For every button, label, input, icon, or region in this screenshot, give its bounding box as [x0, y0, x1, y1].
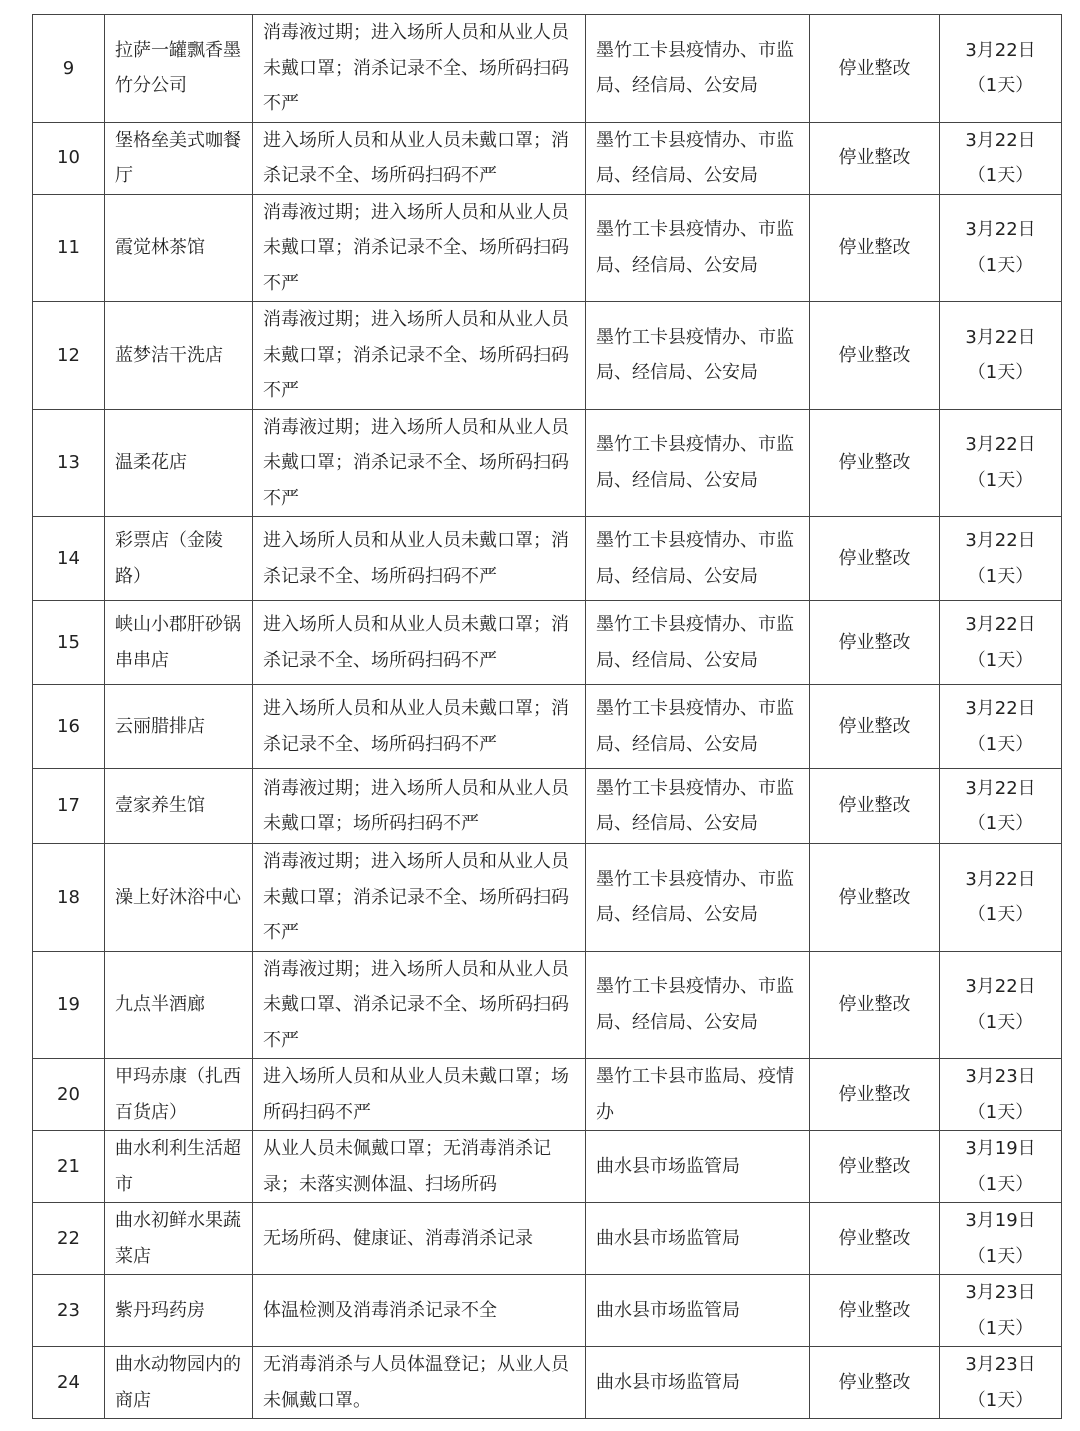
action-taken: 停业整改 [810, 1203, 940, 1275]
table-row [33, 15, 1062, 123]
suspension-duration: （1天） [967, 469, 1034, 491]
row-number: 11 [33, 194, 105, 302]
business-name: 温柔花店 [105, 409, 253, 517]
suspension-date-cell [940, 517, 1062, 601]
violation-description: 消毒液过期；进入场所人员和从业人员未戴口罩；消杀记录不全、场所码扫码不严 [253, 844, 586, 952]
violation-description: 体温检测及消毒消杀记录不全 [253, 1275, 586, 1347]
row-number: 23 [33, 1275, 105, 1347]
business-name: 曲水动物园内的商店 [105, 1347, 253, 1419]
violation-description: 进入场所人员和从业人员未戴口罩；消杀记录不全、场所码扫码不严 [253, 122, 586, 194]
business-name: 甲玛赤康（扎西百货店） [105, 1059, 253, 1131]
enforcing-department: 墨竹工卡县市监局、疫情办 [586, 1059, 810, 1131]
row-number: 22 [33, 1203, 105, 1275]
table-row [33, 844, 1062, 952]
enforcing-department: 曲水县市场监管局 [586, 1203, 810, 1275]
suspension-duration: （1天） [967, 649, 1034, 671]
business-name: 曲水利利生活超市 [105, 1131, 253, 1203]
enforcing-department: 墨竹工卡县疫情办、市监局、经信局、公安局 [586, 601, 810, 685]
enforcing-department: 墨竹工卡县疫情办、市监局、经信局、公安局 [586, 685, 810, 769]
business-name: 蓝梦洁干洗店 [105, 302, 253, 410]
violation-description: 进入场所人员和从业人员未戴口罩；消杀记录不全、场所码扫码不严 [253, 685, 586, 769]
suspension-date-cell [940, 1347, 1062, 1419]
table-row [33, 685, 1062, 769]
business-name: 峡山小郡肝砂锅串串店 [105, 601, 253, 685]
row-number: 16 [33, 685, 105, 769]
suspension-duration: （1天） [967, 733, 1034, 755]
suspension-date-cell [940, 844, 1062, 952]
suspension-date: 3月23日 [965, 1354, 1036, 1375]
row-number: 20 [33, 1059, 105, 1131]
action-taken: 停业整改 [810, 685, 940, 769]
action-taken: 停业整改 [810, 1131, 940, 1203]
enforcing-department: 墨竹工卡县疫情办、市监局、经信局、公安局 [586, 194, 810, 302]
suspension-date-cell [940, 194, 1062, 302]
suspension-duration: （1天） [967, 1011, 1034, 1033]
suspension-duration: （1天） [967, 1317, 1034, 1339]
suspension-date: 3月22日 [965, 434, 1036, 456]
enforcing-department: 墨竹工卡县疫情办、市监局、经信局、公安局 [586, 769, 810, 844]
enforcing-department: 曲水县市场监管局 [586, 1347, 810, 1419]
suspension-duration: （1天） [967, 813, 1034, 834]
row-number: 13 [33, 409, 105, 517]
business-name: 彩票店（金陵路） [105, 517, 253, 601]
enforcing-department: 墨竹工卡县疫情办、市监局、经信局、公安局 [586, 15, 810, 123]
table-row [33, 951, 1062, 1059]
enforcing-department: 墨竹工卡县疫情办、市监局、经信局、公安局 [586, 122, 810, 194]
action-taken: 停业整改 [810, 601, 940, 685]
suspension-date: 3月22日 [965, 976, 1036, 998]
table-row [33, 122, 1062, 194]
suspension-date: 3月23日 [965, 1066, 1036, 1087]
violation-description: 进入场所人员和从业人员未戴口罩；消杀记录不全、场所码扫码不严 [253, 517, 586, 601]
suspension-duration: （1天） [967, 362, 1034, 384]
suspension-date-cell [940, 409, 1062, 517]
business-name: 堡格垒美式咖餐厅 [105, 122, 253, 194]
action-taken: 停业整改 [810, 302, 940, 410]
suspension-date: 3月22日 [965, 777, 1036, 799]
business-name: 澡上好沐浴中心 [105, 844, 253, 952]
violation-description: 消毒液过期；进入场所人员和从业人员未戴口罩；消杀记录不全、场所码扫码不严 [253, 409, 586, 517]
suspension-date-cell [940, 1203, 1062, 1275]
table-row [33, 517, 1062, 601]
suspension-date-cell [940, 302, 1062, 410]
business-name: 拉萨一罐飘香墨竹分公司 [105, 15, 253, 123]
business-name: 紫丹玛药房 [105, 1275, 253, 1347]
suspension-duration: （1天） [967, 565, 1034, 587]
suspension-date-cell [940, 15, 1062, 123]
suspension-duration: （1天） [967, 165, 1034, 186]
enforcing-department: 曲水县市场监管局 [586, 1275, 810, 1347]
action-taken: 停业整改 [810, 844, 940, 952]
suspension-date-cell [940, 601, 1062, 685]
row-number: 19 [33, 951, 105, 1059]
suspension-duration: （1天） [967, 1245, 1034, 1267]
violation-description: 无消毒消杀与人员体温登记；从业人员未佩戴口罩。 [253, 1347, 586, 1419]
suspension-date: 3月22日 [965, 39, 1036, 61]
violation-description: 消毒液过期；进入场所人员和从业人员未戴口罩；消杀记录不全、场所码扫码不严 [253, 194, 586, 302]
violation-description: 消毒液过期；进入场所人员和从业人员未戴口罩、消杀记录不全、场所码扫码不严 [253, 951, 586, 1059]
enforcing-department: 墨竹工卡县疫情办、市监局、经信局、公安局 [586, 951, 810, 1059]
table-row [33, 1347, 1062, 1419]
action-taken: 停业整改 [810, 769, 940, 844]
row-number: 12 [33, 302, 105, 410]
business-name: 曲水初鲜水果蔬菜店 [105, 1203, 253, 1275]
suspension-duration: （1天） [967, 75, 1034, 97]
row-number: 24 [33, 1347, 105, 1419]
suspension-date: 3月23日 [965, 1282, 1036, 1303]
suspension-date-cell [940, 951, 1062, 1059]
suspension-date-cell [940, 1059, 1062, 1131]
row-number: 10 [33, 122, 105, 194]
suspension-date: 3月19日 [965, 1210, 1036, 1231]
action-taken: 停业整改 [810, 194, 940, 302]
suspension-date: 3月22日 [965, 530, 1036, 551]
violation-description: 消毒液过期；进入场所人员和从业人员未戴口罩；消杀记录不全、场所码扫码不严 [253, 302, 586, 410]
action-taken: 停业整改 [810, 1275, 940, 1347]
suspension-duration: （1天） [967, 904, 1034, 926]
row-number: 9 [33, 15, 105, 123]
business-name: 霞觉林茶馆 [105, 194, 253, 302]
violation-description: 从业人员未佩戴口罩；无消毒消杀记录；未落实测体温、扫场所码 [253, 1131, 586, 1203]
suspension-date: 3月22日 [965, 614, 1036, 635]
action-taken: 停业整改 [810, 409, 940, 517]
business-name: 云丽腊排店 [105, 685, 253, 769]
suspension-date-cell [940, 1275, 1062, 1347]
row-number: 14 [33, 517, 105, 601]
table-row [33, 194, 1062, 302]
suspension-date: 3月22日 [965, 326, 1036, 348]
suspension-date: 3月22日 [965, 868, 1036, 890]
table-row [33, 601, 1062, 685]
suspension-duration: （1天） [967, 1101, 1034, 1123]
table-row [33, 1131, 1062, 1203]
row-number: 15 [33, 601, 105, 685]
table-row [33, 1059, 1062, 1131]
table-row [33, 409, 1062, 517]
action-taken: 停业整改 [810, 1347, 940, 1419]
violation-description: 进入场所人员和从业人员未戴口罩；消杀记录不全、场所码扫码不严 [253, 601, 586, 685]
table-row [33, 1203, 1062, 1275]
violation-description: 消毒液过期；进入场所人员和从业人员未戴口罩；消杀记录不全、场所码扫码不严 [253, 15, 586, 123]
table-row [33, 302, 1062, 410]
suspension-date: 3月22日 [965, 129, 1036, 151]
row-number: 17 [33, 769, 105, 844]
enforcing-department: 墨竹工卡县疫情办、市监局、经信局、公安局 [586, 844, 810, 952]
suspension-date-cell [940, 122, 1062, 194]
suspension-date: 3月22日 [965, 698, 1036, 719]
enforcing-department: 曲水县市场监管局 [586, 1131, 810, 1203]
suspension-date-cell [940, 769, 1062, 844]
suspension-duration: （1天） [967, 1173, 1034, 1195]
table-row [33, 769, 1062, 844]
row-number: 21 [33, 1131, 105, 1203]
row-number: 18 [33, 844, 105, 952]
violation-description: 进入场所人员和从业人员未戴口罩；场所码扫码不严 [253, 1059, 586, 1131]
enforcing-department: 墨竹工卡县疫情办、市监局、经信局、公安局 [586, 409, 810, 517]
enforcement-table [32, 14, 1062, 1419]
business-name: 壹家养生馆 [105, 769, 253, 844]
suspension-duration: （1天） [967, 254, 1034, 276]
enforcing-department: 墨竹工卡县疫情办、市监局、经信局、公安局 [586, 517, 810, 601]
suspension-duration: （1天） [967, 1389, 1034, 1411]
suspension-date: 3月22日 [965, 219, 1036, 241]
action-taken: 停业整改 [810, 951, 940, 1059]
action-taken: 停业整改 [810, 1059, 940, 1131]
suspension-date-cell [940, 685, 1062, 769]
violation-description: 消毒液过期；进入场所人员和从业人员未戴口罩；场所码扫码不严 [253, 769, 586, 844]
business-name: 九点半酒廊 [105, 951, 253, 1059]
action-taken: 停业整改 [810, 122, 940, 194]
table-body [33, 15, 1062, 1419]
action-taken: 停业整改 [810, 15, 940, 123]
violation-description: 无场所码、健康证、消毒消杀记录 [253, 1203, 586, 1275]
suspension-date-cell [940, 1131, 1062, 1203]
enforcing-department: 墨竹工卡县疫情办、市监局、经信局、公安局 [586, 302, 810, 410]
table-row [33, 1275, 1062, 1347]
action-taken: 停业整改 [810, 517, 940, 601]
suspension-date: 3月19日 [965, 1138, 1036, 1159]
